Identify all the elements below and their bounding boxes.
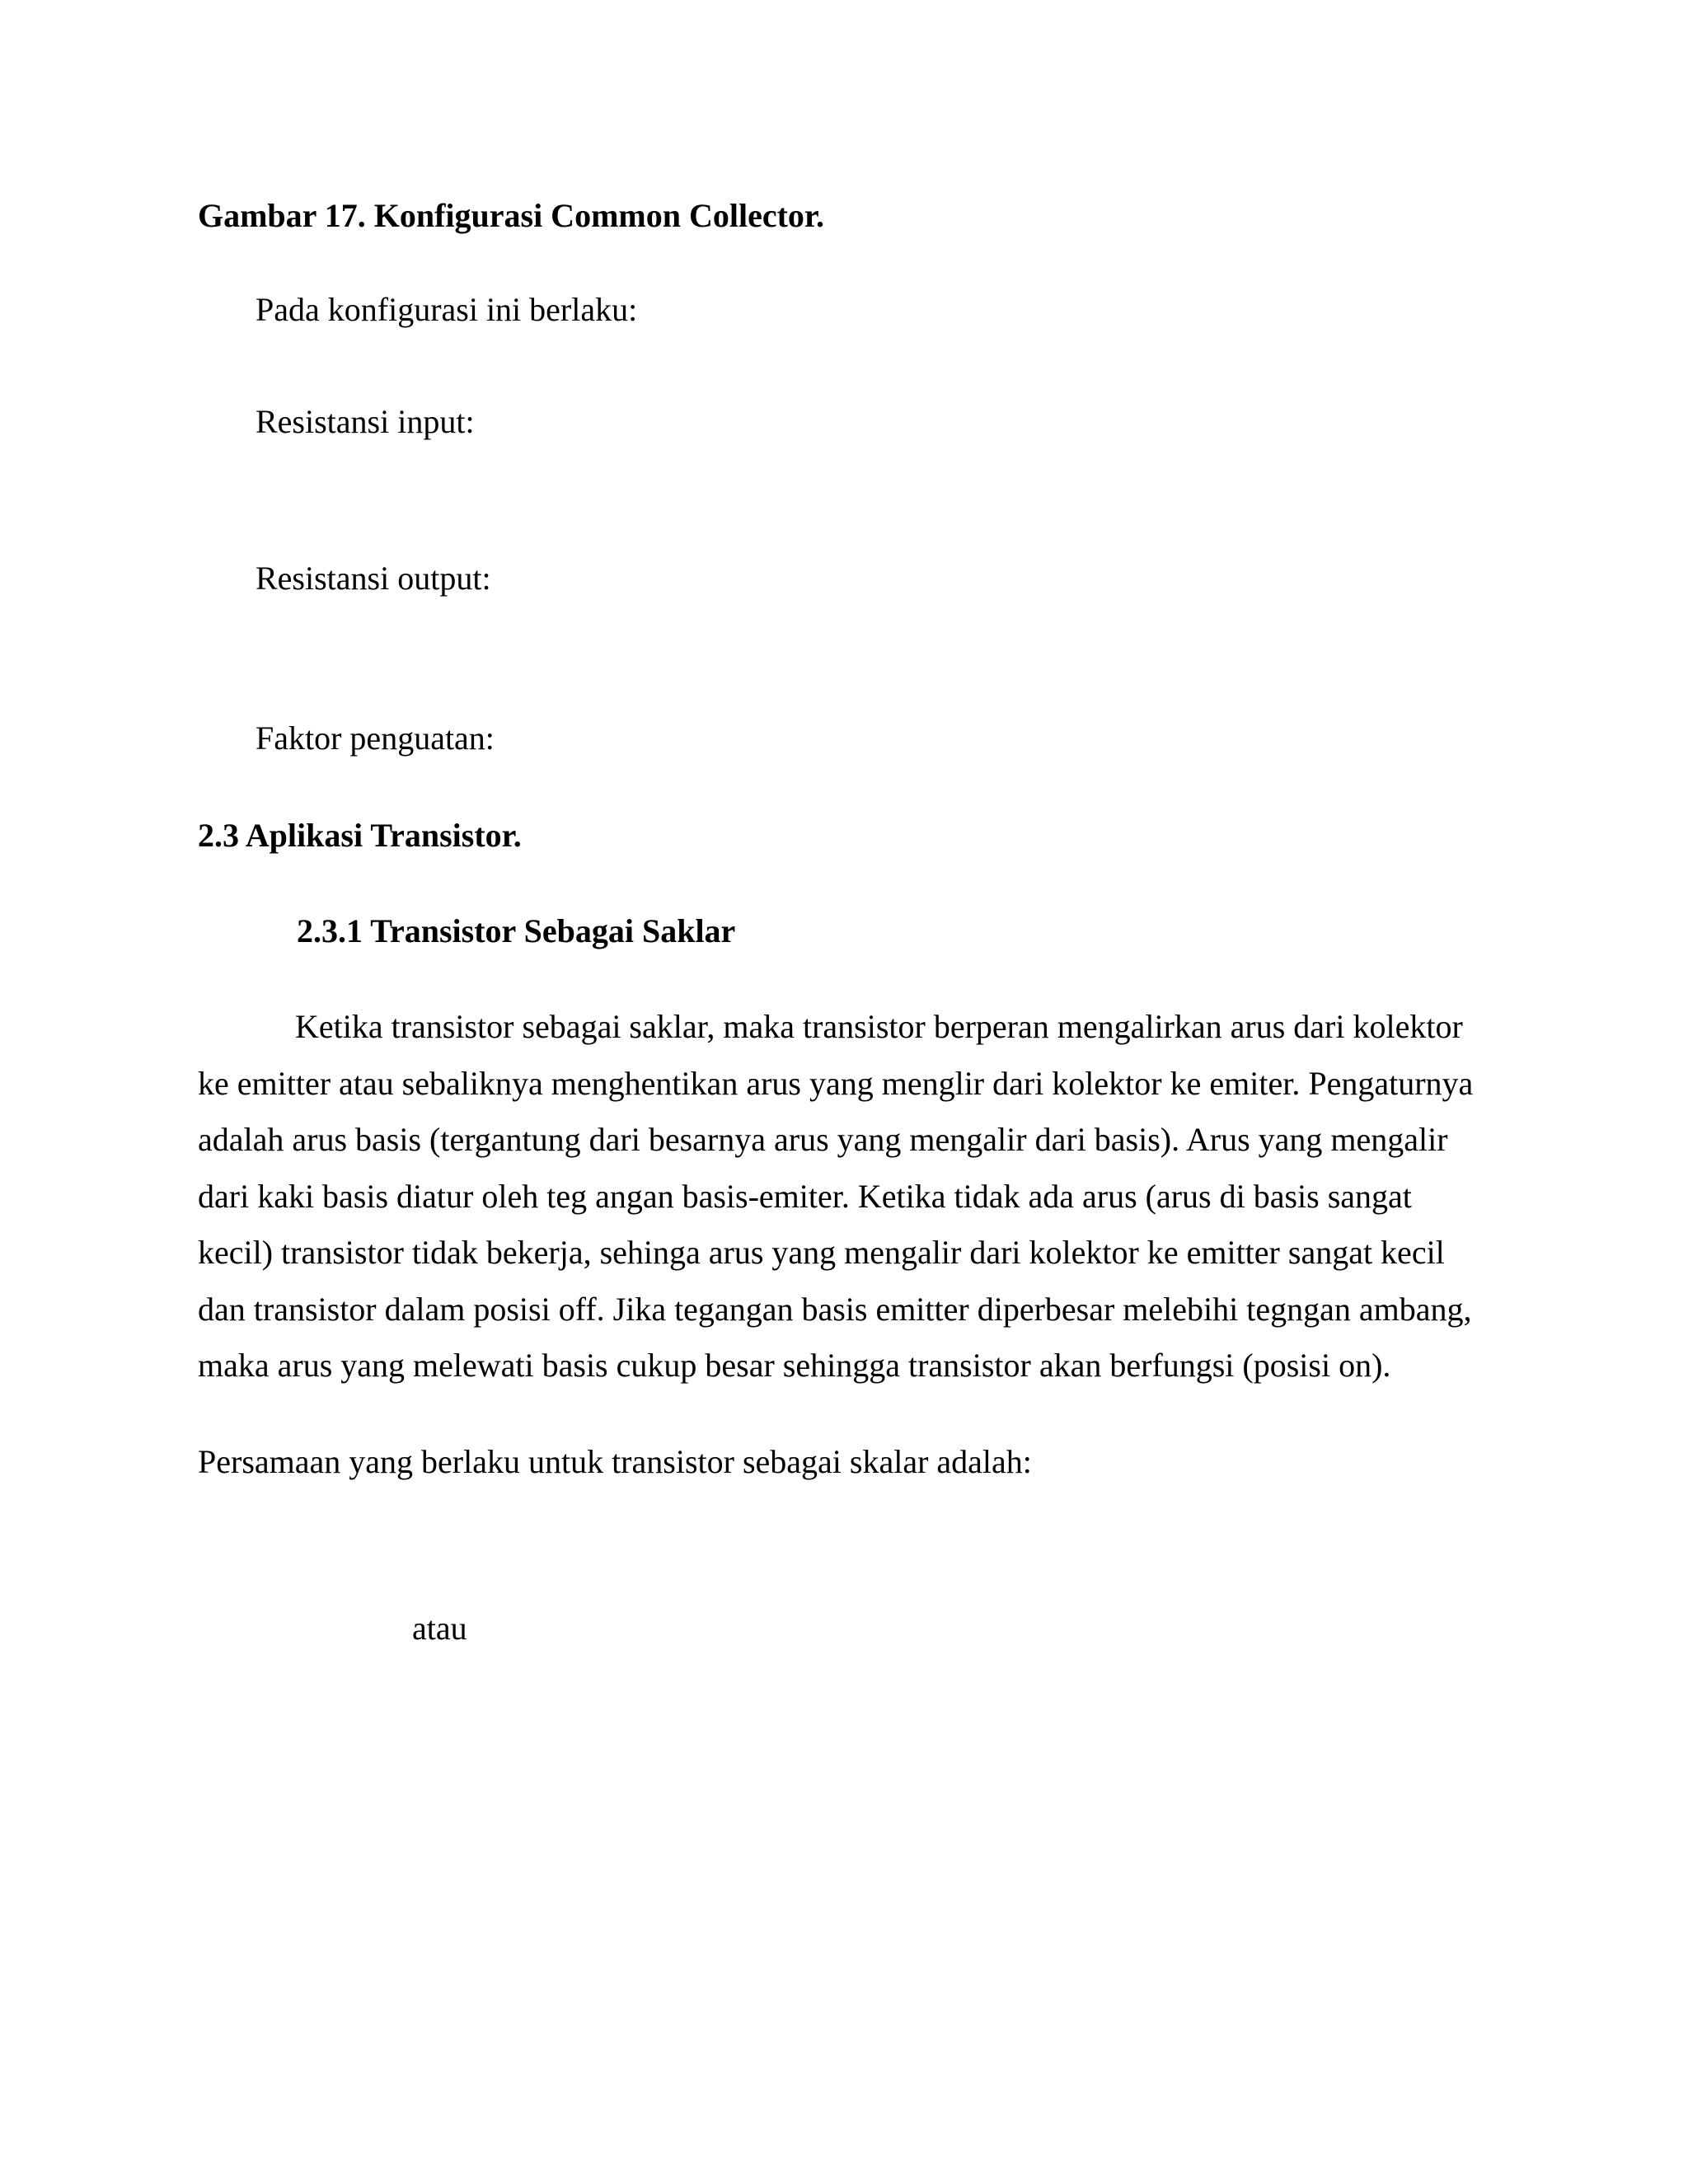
body-paragraph <box>198 999 1484 1394</box>
paragraph-line: dari kaki basis diatur oleh teg angan basis-emiter. Ketika tidak ada arus (arus di basis sangat <box>198 1177 1412 1215</box>
paragraph-line: Ketika transistor sebagai saklar, maka transistor berperan mengalirkan arus dari kolektor <box>295 1008 1463 1045</box>
paragraph-line: maka arus yang melewati basis cukup besar sehingga transistor akan berfungsi (posisi on). <box>198 1347 1391 1384</box>
subsection-heading: 2.3.1 Transistor Sebagai Saklar <box>297 912 736 949</box>
paragraph-line: adalah arus basis (tergantung dari besarnya arus yang mengalir dari basis). Arus yang mengalir <box>198 1121 1448 1158</box>
section-heading: 2.3 Aplikasi Transistor. <box>198 817 522 854</box>
paragraph-line: dan transistor dalam posisi off. Jika tegangan basis emitter diperbesar melebihi tegngan ambang, <box>198 1290 1472 1328</box>
intro-text: Pada konfigurasi ini berlaku: <box>256 291 638 328</box>
equation-intro: Persamaan yang berlaku untuk transistor sebagai skalar adalah: <box>198 1443 1032 1480</box>
gain-label: Faktor penguatan: <box>256 719 495 757</box>
paragraph-line: ke emitter atau sebaliknya menghentikan arus yang menglir dari kolektor ke emiter. Pengaturnya <box>198 1064 1474 1102</box>
paragraph-line: kecil) transistor tidak bekerja, sehinga arus yang mengalir dari kolektor ke emitter sangat kecil <box>198 1234 1445 1271</box>
input-resistance-label: Resistansi input: <box>256 403 475 440</box>
output-resistance-label: Resistansi output: <box>256 560 491 597</box>
or-word: atau <box>412 1610 467 1647</box>
figure-caption: Gambar 17. Konfigurasi Common Collector. <box>198 197 824 234</box>
